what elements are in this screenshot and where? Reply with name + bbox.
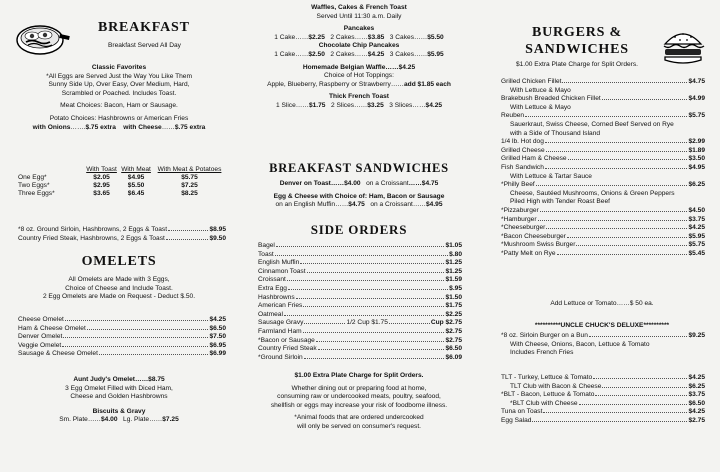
menu-item: *8 oz. Sirloin Burger on a Bun $9.25 — [501, 332, 705, 339]
breakfast-sandwiches-block: Denver on Toast……$4.00 on a Croissant……$4.75 Egg & Cheese with Choice of: Ham, Bacon or Sausage on an English Muffin……$4.75 on a Croissant……$4.95 — [273, 180, 445, 209]
belgian-title: Homemade Belgian Waffle……$4.25 — [302, 63, 416, 71]
side-orders-notes: $1.00 Extra Plate Charge for Split Orders. Whether dining out or preparing food at home, consuming raw or undercooked meats, poultry, seafood, shellfish or eggs may increase your risk of foodborne illness. *Animal foods that are ordered undercooked will only be served on consumer's request. — [254, 372, 464, 432]
sandwich-list — [501, 374, 705, 426]
column-breakfast — [10, 0, 228, 472]
menu-item: English Muffin $1.25 — [258, 259, 462, 267]
menu-item: Reuben $5.75 — [501, 112, 705, 120]
menu-item: Cheese Omelet $4.25 — [18, 316, 226, 323]
pancakes-prices: 1 Cake……$2.25 2 Cakes……$3.85 3 Cakes……$5.50 — [274, 33, 444, 41]
menu-item: *Mushroom Swiss Burger $5.75 — [501, 241, 705, 249]
split-charge-note: $1.00 Extra Plate Charge for Split Orders. — [294, 372, 424, 379]
menu-item-detail: *BLT Club with Cheese $6.50 — [510, 399, 705, 407]
biscuits-title: Biscuits & Gravy — [92, 407, 146, 415]
menu-item-detail: Sauerkraut, Swiss Cheese, Corned Beef Served on Rye — [510, 120, 674, 128]
menu-item: TLT - Turkey, Lettuce & Tomato $4.25 — [501, 374, 705, 381]
classic-line: Scrambled or Poached. Includes Toast. — [61, 89, 177, 97]
menu-item-detail: Cheese, Sautéed Mushrooms, Onions & Green Peppers — [510, 189, 675, 197]
column-middle — [254, 0, 464, 472]
eggs-table — [18, 166, 226, 198]
aunt-judy-block: Aunt Judy's Omelet……$8.75 3 Egg Omelet Filled with Diced Ham, Cheese and Golden Hashbrowns Biscuits & Gravy Sm. Plate……$4.00 Lg. Plate……$7.25 — [10, 376, 228, 425]
burgers-list — [501, 78, 705, 258]
menu-item: Extra Egg $.95 — [258, 284, 462, 292]
side-orders-list — [258, 242, 462, 362]
menu-item: *Philly Beef $6.25 — [501, 181, 705, 189]
menu-item: *Bacon or Sausage $2.75 — [258, 336, 462, 344]
menu-item: *Hamburger $3.75 — [501, 215, 705, 223]
french-title: Thick French Toast — [329, 93, 389, 101]
menu-item: Sausage & Cheese Omelet $6.99 — [18, 350, 226, 358]
menu-item: Country Fried Steak, Hashbrowns, 2 Eggs & Toast $9.50 — [18, 234, 226, 242]
burgers-split-charge: $1.00 Extra Plate Charge for Split Orders. — [515, 61, 639, 68]
menu-item: Hashbrowns $1.50 — [258, 293, 462, 301]
waffles-title: Waffles, Cakes & French Toast — [311, 4, 407, 11]
menu-item: Oatmeal $2.25 — [258, 310, 462, 318]
breakfast-title: BREAKFAST — [98, 20, 190, 35]
hamburger-icon — [661, 28, 705, 66]
menu-item: Cinnamon Toast $1.25 — [258, 267, 462, 275]
omelets-title: OMELETS — [81, 254, 157, 269]
eggs-table-row: One Egg* $2.05 $4.95 $5.75 — [18, 174, 198, 181]
classic-title: Classic Favorites — [91, 64, 147, 71]
eggs-table-row: Two Eggs* $2.95 $5.50 $7.25 — [18, 182, 198, 189]
menu-item: Denver Omelet $7.50 — [18, 333, 226, 341]
menu-item: *Patty Melt on Rye $5.45 — [501, 249, 705, 257]
menu-item-detail: Piled High with Tender Roast Beef — [510, 198, 610, 206]
omelets-list — [18, 316, 226, 359]
uncle-chucks-title: **********UNCLE CHUCK'S DELUXE********** — [534, 322, 670, 329]
menu-item: Farmland Ham $2.75 — [258, 327, 462, 335]
omelets-intro: All Omelets are Made with 3 Eggs, Choice of Cheese and Include Toast. 2 Egg Omelets are Made on Request - Deduct $.50. — [42, 276, 196, 301]
menu-item: Fish Sandwich $4.95 — [501, 163, 705, 171]
menu-item: *BLT - Bacon, Lettuce & Tomato $3.75 — [501, 391, 705, 399]
side-orders-title: SIDE ORDERS — [310, 222, 408, 237]
menu-item-detail: With Lettuce & Tartar Sauce — [510, 172, 592, 180]
menu-item: Country Fried Steak $6.50 — [258, 345, 462, 353]
menu-item-detail: with a Side of Thousand Island — [510, 129, 601, 137]
classic-favorites-block — [10, 64, 228, 132]
menu-item: *Cheeseburger $4.25 — [501, 224, 705, 232]
lettuce-add: Add Lettuce or Tomato……$ 50 ea. — [550, 300, 654, 307]
menu-item-gravy: Sausage Gravy 1/2 Cup $1.75 Cup $2.75 — [258, 319, 463, 327]
biscuits-prices: Sm. Plate……$4.00 Lg. Plate……$7.25 — [59, 416, 179, 424]
menu-item: Grilled Chicken Fillet $4.75 — [501, 78, 705, 85]
waffles-subtitle: Served Until 11:30 a.m. Daily — [316, 12, 402, 20]
menu-item: American Fries $1.75 — [258, 302, 462, 310]
menu-item: *Ground Sirloin $6.09 — [258, 353, 462, 361]
potato-choices: Potato Choices: Hashbrowns or American Fries — [49, 114, 189, 122]
menu-item: *Pizzaburger $4.50 — [501, 206, 705, 214]
menu-item: Toast $.80 — [258, 250, 462, 258]
menu-item: Ham & Cheese Omelet $6.50 — [18, 324, 226, 332]
classic-line: Sunny Side Up, Over Easy, Over Medium, Hard, — [48, 81, 190, 89]
menu-item-detail: With Lettuce & Mayo — [510, 86, 571, 94]
eggs-table-header: With Toast With Meat With Meat & Potatoes — [86, 166, 222, 173]
menu-item: Grilled Cheese $1.89 — [501, 146, 705, 154]
menu-item: *Bacon Cheeseburger $5.95 — [501, 232, 705, 240]
potato-extras: with Onions…….$.75 extra with Cheese……$.75 extra — [32, 123, 206, 131]
menu-item: Bagel $1.05 — [258, 242, 462, 249]
choc-prices: 1 Cake……$2.50 2 Cakes……$4.25 3 Cakes……$5.95 — [274, 50, 444, 58]
uncle-chucks-block: *8 oz. Sirloin Burger on a Bun $9.25 With Cheese, Onions, Bacon, Lettuce & Tomato Includes French Fries — [501, 332, 705, 357]
meat-choices: Meat Choices: Bacon, Ham or Sausage. — [60, 102, 178, 110]
menu-item-detail: TLT Club with Bacon & Cheese $6.25 — [510, 382, 705, 390]
eggs-table-row: Three Eggs* $3.65 $6.45 $8.25 — [18, 190, 198, 197]
waffles-block: Waffles, Cakes & French Toast Served Until 11:30 a.m. Daily Pancakes 1 Cake……$2.25 2 Cakes……$3.85 3 Cakes……$5.50 Chocolate Chip Pancakes 1 Cake……$2.50 2 Cakes……$4.25 3 Cakes……$5.95 Homemade Belgian Waffle……$4.25 Choice of Hot Toppings: Apple, Blueberry, Raspberry or Strawberry……add $1.85 each Thick French Toast 1 Slice……$1.75 2 Slices……$3.25 3 Slices……$4.25 — [254, 4, 464, 111]
skillet-eggs-bacon-icon — [12, 14, 70, 58]
menu-item: Veggie Omelet $6.95 — [18, 341, 226, 349]
breakfast-extras — [18, 226, 226, 243]
choc-title: Chocolate Chip Pancakes — [318, 42, 400, 50]
menu-item: Croissant $1.59 — [258, 276, 462, 284]
menu-item: Brakebush Breaded Chicken Fillet $4.99 — [501, 95, 705, 103]
menu-item: *8 oz. Ground Sirloin, Hashbrowns, 2 Eggs & Toast $8.95 — [18, 226, 226, 233]
breakfast-sandwiches-title: BREAKFAST SANDWICHES — [269, 161, 449, 175]
french-prices: 1 Slice……$1.75 2 Slices……$3.25 3 Slices……$4.25 — [275, 101, 443, 109]
breakfast-subtitle: Breakfast Served All Day — [108, 42, 181, 49]
menu-item: Grilled Ham & Cheese $3.50 — [501, 155, 705, 163]
menu-item-detail: With Lettuce & Mayo — [510, 103, 571, 111]
pancakes-title: Pancakes — [343, 25, 375, 33]
menu-item: Egg Salad $2.75 — [501, 416, 705, 424]
column-burgers — [497, 0, 707, 472]
menu-item: Tuna on Toast $4.25 — [501, 408, 705, 416]
classic-line: *All Eggs are Served Just the Way You Like Them — [46, 72, 192, 80]
burgers-title: BURGERS & SANDWICHES — [525, 25, 629, 57]
menu-item: 1/4 lb. Hot dog $2.99 — [501, 138, 705, 146]
